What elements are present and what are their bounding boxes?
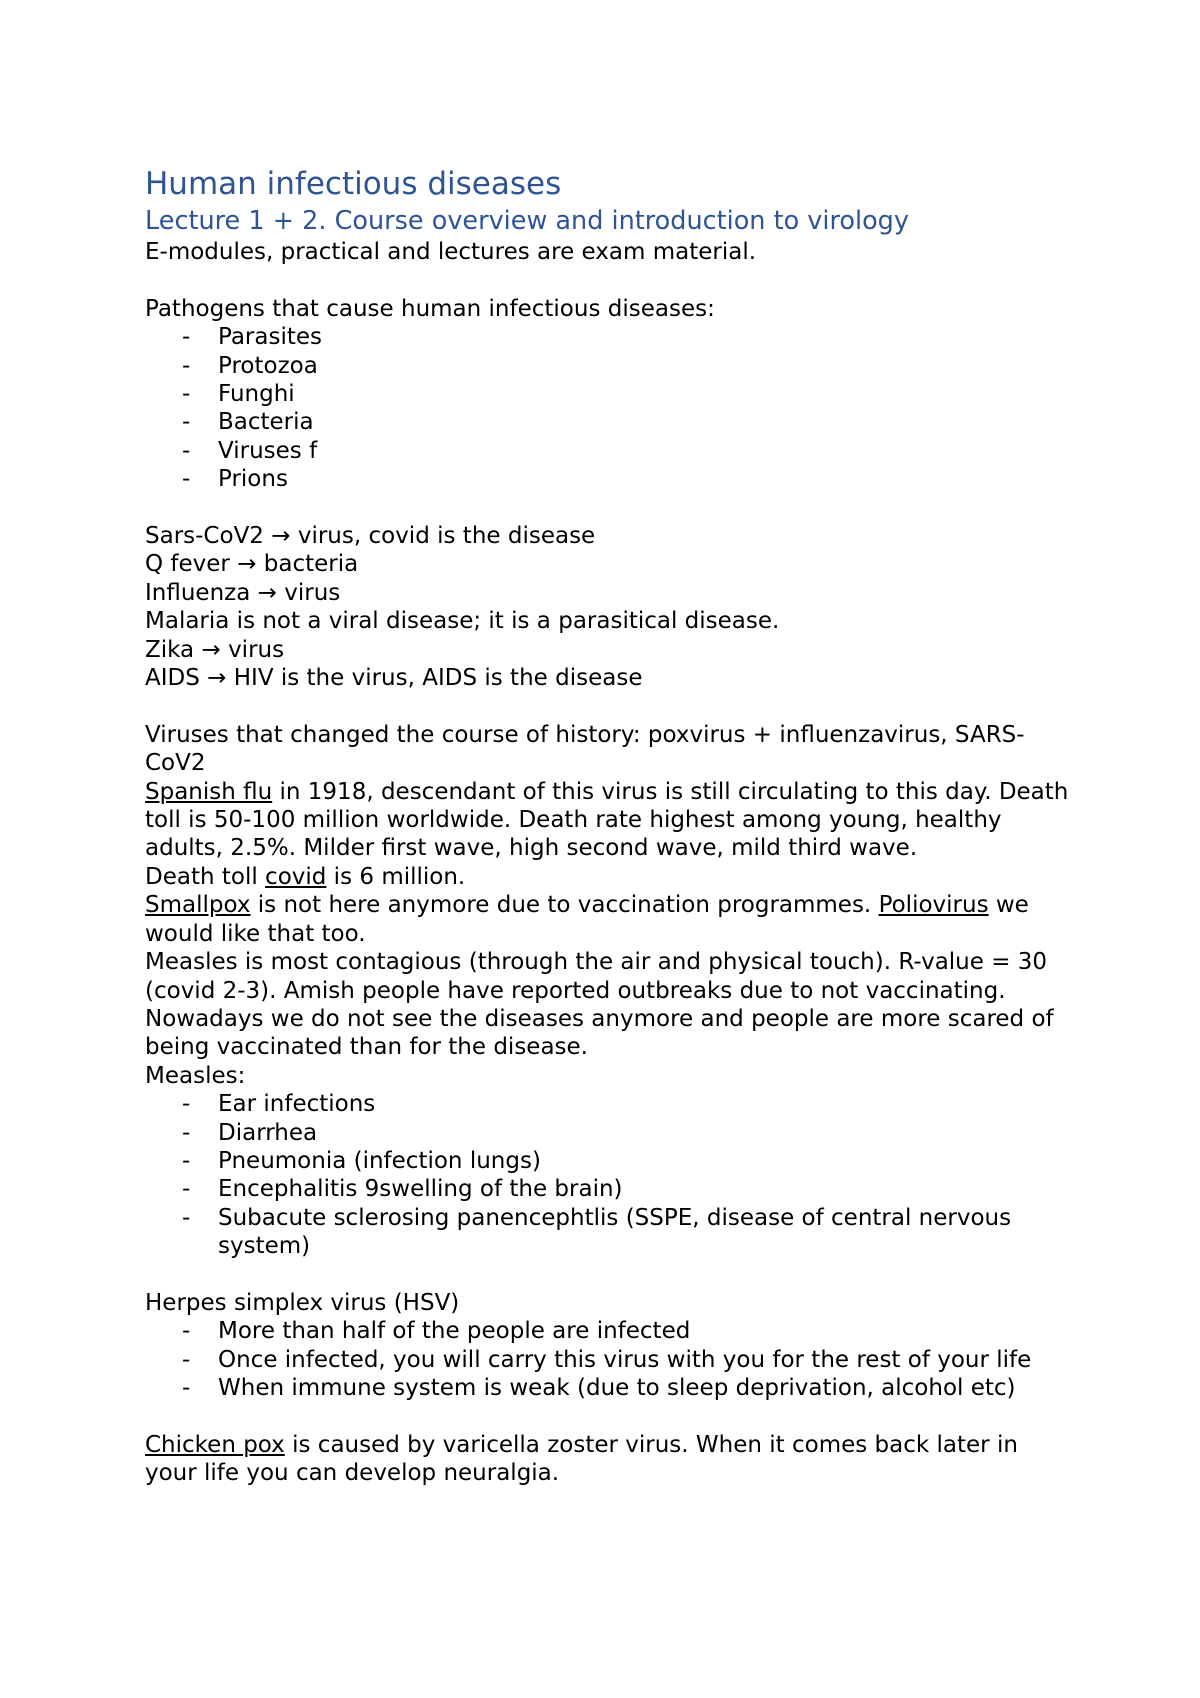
influenza-line	[145, 579, 1075, 607]
list-item-text: Viruses f	[218, 437, 318, 464]
measles-heading: Measles:	[145, 1062, 246, 1089]
spacer	[145, 692, 1075, 720]
pathogen-type: HIV is the virus, AIDS is the disease	[233, 665, 643, 692]
dash-bullet: -	[182, 437, 191, 464]
paragraph-text: is caused by varicella zoster virus. When it comes back later in your life you can develop neuralgia.	[145, 1431, 1018, 1487]
list-item-text: Pneumonia (infection lungs)	[218, 1147, 541, 1174]
list-item-text: Diarrhea	[218, 1119, 318, 1146]
list-item-text: Funghi	[218, 381, 295, 408]
paragraph-text: in 1918, descendant of this virus is still circulating to this day. Death toll is 50-100 million worldwide. Death rate highest among young, healthy adults, 2.5%. Milder first wave, high second wave, mild third wave.	[145, 778, 1069, 862]
list-item	[145, 323, 1075, 351]
pathogen-type: virus	[228, 636, 285, 663]
spacer	[145, 1403, 1075, 1431]
pathogens-heading: Pathogens that cause human infectious diseases:	[145, 295, 715, 322]
dash-bullet: -	[182, 381, 191, 408]
list-item-text: More than half of the people are infected	[218, 1318, 691, 1345]
list-item	[145, 1090, 1075, 1118]
pathogen-name: AIDS	[145, 665, 200, 692]
list-item	[145, 408, 1075, 436]
underlined-term: Poliovirus	[878, 892, 989, 919]
pathogen-type: bacteria	[263, 551, 359, 578]
dash-bullet: -	[182, 1147, 191, 1174]
herpes-heading: Herpes simplex virus (HSV)	[145, 1289, 460, 1316]
document-title: Human infectious diseases	[145, 166, 562, 202]
measles-contagious-paragraph: Measles is most contagious (through the air and physical touch). R-value = 30 (covid 2-3). Amish people have reported outbreaks due to not vaccinating.	[145, 949, 1048, 1004]
aids-line	[145, 664, 1075, 692]
malaria-line: Malaria is not a viral disease; it is a parasitical disease.	[145, 608, 780, 635]
herpes-list	[145, 1317, 1075, 1402]
underlined-term: Chicken pox	[145, 1431, 285, 1458]
intro-paragraph: E-modules, practical and lectures are exam material.	[145, 239, 757, 265]
arrow-icon: →	[237, 551, 257, 578]
underlined-term: Smallpox	[145, 892, 251, 919]
pathogen-name: Zika	[145, 636, 195, 663]
paragraph-text: we would like that too.	[145, 892, 1029, 947]
dash-bullet: -	[182, 324, 191, 351]
dash-bullet: -	[182, 1346, 191, 1373]
pathogen-name: Influenza	[145, 579, 251, 606]
underlined-term: covid	[265, 863, 327, 890]
pathogens-list	[145, 323, 1075, 493]
spacer	[145, 494, 1075, 522]
pathogen-type: virus	[284, 579, 341, 606]
dash-bullet: -	[182, 409, 191, 436]
dash-bullet: -	[182, 1091, 191, 1118]
list-item-text: Subacute sclerosing panencephtlis (SSPE, disease of central nervous system)	[218, 1204, 1012, 1260]
list-item-text: Prions	[218, 466, 288, 493]
list-item-text: Encephalitis 9swelling of the brain)	[218, 1176, 623, 1203]
list-item	[145, 465, 1075, 493]
chickenpox-paragraph	[145, 1431, 1075, 1488]
covid-paragraph	[145, 863, 1075, 891]
paragraph-text: is not here anymore due to vaccination programmes.	[250, 892, 879, 919]
qfever-line	[145, 550, 1075, 578]
arrow-icon: →	[207, 665, 227, 692]
list-item	[145, 437, 1075, 465]
measles-list	[145, 1090, 1075, 1260]
arrow-icon: →	[201, 636, 221, 663]
list-item	[145, 1147, 1075, 1175]
list-item-text: Bacteria	[218, 409, 314, 436]
document-body	[145, 164, 1075, 1488]
history-paragraph: Viruses that changed the course of history: poxvirus + influenzavirus, SARS-CoV2	[145, 721, 1025, 777]
paragraph-text: Death toll	[145, 863, 266, 890]
list-item	[145, 380, 1075, 408]
dash-bullet: -	[182, 466, 191, 493]
paragraph-text: is 6 million.	[326, 863, 466, 890]
spanish-flu-paragraph	[145, 778, 1075, 863]
dash-bullet: -	[182, 1318, 191, 1345]
list-item	[145, 1204, 1075, 1261]
sars-line	[145, 522, 1075, 550]
arrow-icon: →	[257, 579, 277, 606]
arrow-icon: →	[271, 523, 291, 550]
list-item	[145, 1374, 1075, 1402]
dash-bullet: -	[182, 1119, 191, 1146]
list-item	[145, 1119, 1075, 1147]
spacer	[145, 1261, 1075, 1289]
pathogen-name: Q fever	[145, 551, 230, 578]
list-item-text: Parasites	[218, 324, 323, 351]
dash-bullet: -	[182, 1375, 191, 1402]
list-item-text: Once infected, you will carry this virus with you for the rest of your life	[218, 1346, 1032, 1373]
pathogen-name: Sars-CoV2	[145, 523, 264, 550]
list-item	[145, 352, 1075, 380]
list-item-text: Protozoa	[218, 352, 318, 379]
smallpox-paragraph	[145, 891, 1075, 948]
underlined-term: Spanish flu	[145, 778, 273, 805]
zika-line	[145, 636, 1075, 664]
list-item-text: When immune system is weak (due to sleep deprivation, alcohol etc)	[218, 1375, 1016, 1402]
pathogen-type: virus, covid is the disease	[297, 523, 596, 550]
list-item	[145, 1317, 1075, 1345]
list-item	[145, 1175, 1075, 1203]
dash-bullet: -	[182, 1176, 191, 1203]
vaccination-paragraph: Nowadays we do not see the diseases anymore and people are more scared of being vaccinated than for the disease.	[145, 1005, 1054, 1061]
list-item-text: Ear infections	[218, 1091, 376, 1118]
dash-bullet: -	[182, 352, 191, 379]
lecture-heading: Lecture 1 + 2. Course overview and introduction to virology	[145, 206, 909, 236]
dash-bullet: -	[182, 1204, 191, 1231]
list-item	[145, 1346, 1075, 1374]
spacer	[145, 266, 1075, 294]
